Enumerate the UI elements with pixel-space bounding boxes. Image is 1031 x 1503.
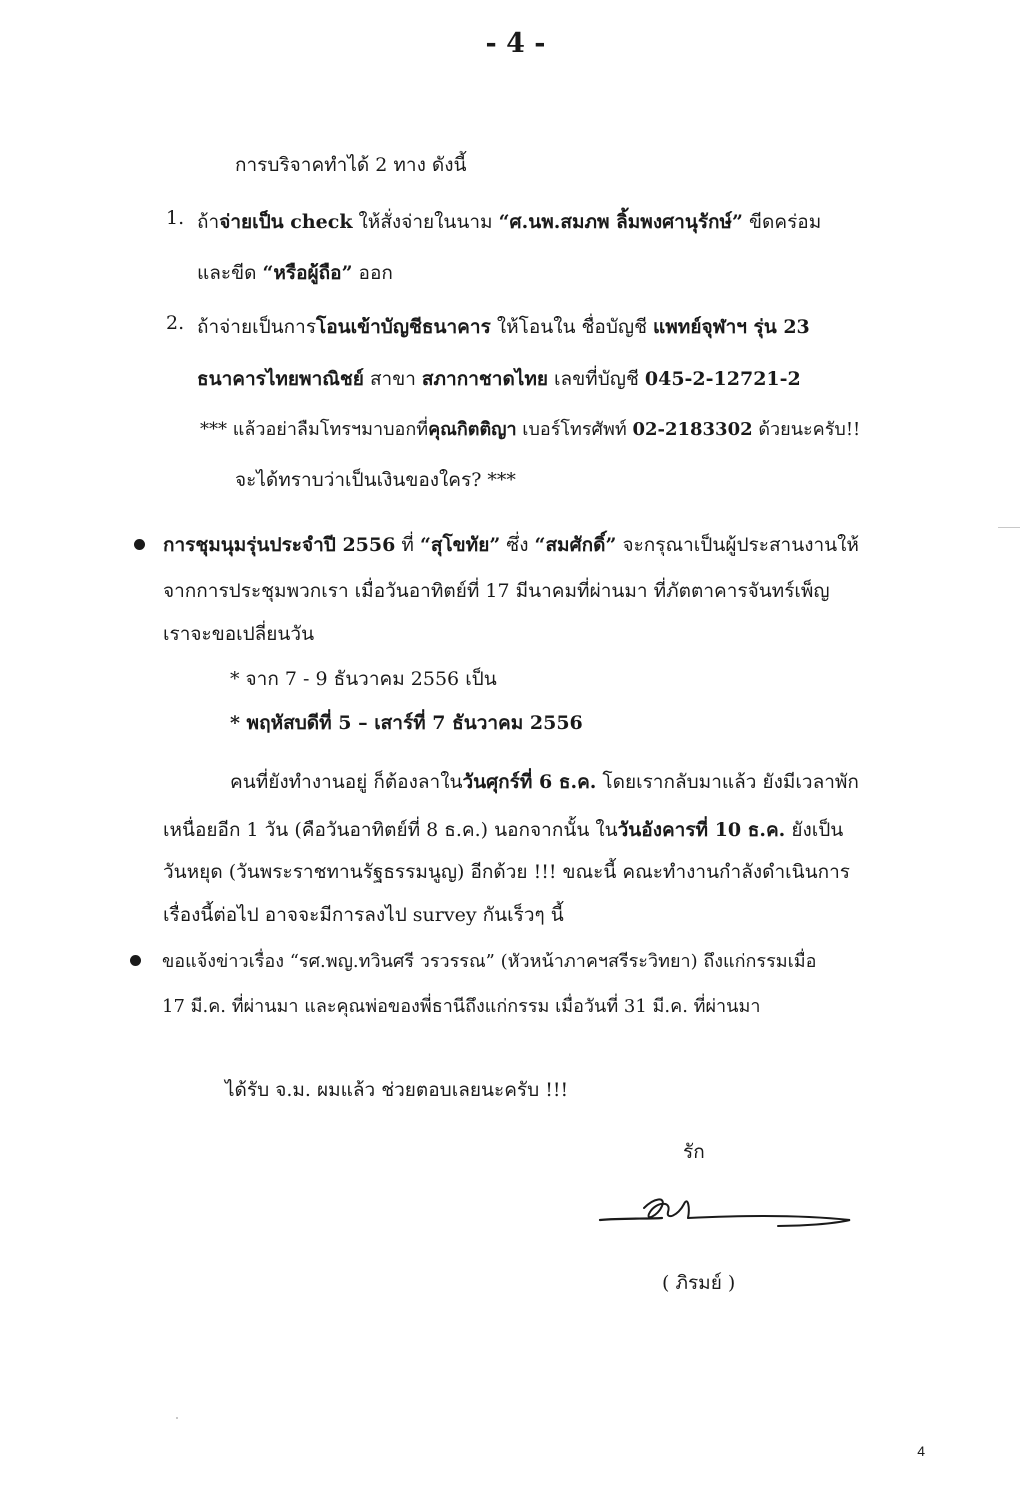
donation-item-2-line-1 (197, 312, 810, 342)
closing-love: รัก (683, 1141, 705, 1163)
text-run: ซึ่ง (500, 534, 535, 556)
branch-name: สภากาชาดไทย (421, 368, 549, 390)
text-run: “สุโขทัย” (419, 534, 501, 556)
obituary-line-2: 17 มี.ค. ที่ผ่านมา และคุณพ่อของพี่ธานีถึงแก่กรรม เมื่อวันที่ 31 มี.ค. ที่ผ่านมา (162, 996, 761, 1017)
text-run: การชุมนุมรุ่นประจำปี 2556 (163, 534, 396, 556)
text-run: ออก (352, 262, 393, 284)
contact-name: คุณกิตติญา (428, 419, 517, 440)
text-run: จ่ายเป็น check (219, 211, 353, 233)
text-run: วันศุกร์ที่ 6 ธ.ค. (462, 771, 597, 793)
donation-intro: การบริจาคทำได้ 2 ทาง ดังนี้ (235, 154, 467, 176)
text-run: โอนเข้าบัญชีธนาคาร (316, 316, 491, 338)
reunion-line-2: จากการประชุมพวกเรา เมื่อวันอาทิตย์ที่ 17 มีนาคมที่ผ่านมา ที่ภัตตาคารจันทร์เพ็ญ (163, 580, 830, 602)
text-run: ถ้า (197, 211, 220, 233)
scan-speck (998, 527, 1020, 528)
donation-item-1-line-2 (197, 258, 393, 288)
text-run: และขีด (197, 262, 263, 284)
text-run: ด้วยนะครับ!! (752, 419, 861, 440)
text-run: คนที่ยังทำงานอยู่ ก็ต้องลาใน (230, 771, 463, 793)
reunion-old-date: * จาก 7 - 9 ธันวาคม 2556 เป็น (230, 668, 497, 690)
text-run: ให้สั่งจ่ายในนาม (352, 211, 499, 233)
text-run: *** แล้วอย่าลืมโทรฯมาบอกที่ (200, 419, 429, 440)
page-footer-number: 4 (917, 1443, 925, 1459)
reunion-paragraph-line-4: เรื่องนี้ต่อไป อาจจะมีการลงไป survey กันเร็วๆ นี้ (163, 904, 564, 926)
donation-item-2-number: 2. (166, 312, 185, 334)
donation-item-2-line-2 (197, 364, 801, 394)
donation-item-1-line-1 (197, 207, 821, 237)
text-run: “หรือผู้ถือ” (262, 262, 353, 284)
text-run: “สมศักดิ์” (534, 534, 617, 556)
text-run: วันอังคารที่ 10 ธ.ค. (617, 819, 786, 841)
signature-image (592, 1186, 862, 1236)
account-name: แพทย์จุฬาฯ รุ่น 23 (653, 316, 810, 338)
payee-name: “ศ.นพ.สมภพ ลิ้มพงศานุรักษ์” (498, 211, 743, 233)
obituary-line-1: ขอแจ้งข่าวเรื่อง “รศ.พญ.ทวินศรี วรวรรณ” (หัวหน้าภาคฯสรีระวิทยา) ถึงแก่กรรมเมื่อ (162, 951, 817, 972)
bank-name: ธนาคารไทยพาณิชย์ (197, 368, 364, 390)
text-run: เหนื่อยอีก 1 วัน (คือวันอาทิตย์ที่ 8 ธ.ค.) นอกจากนั้น ใน (163, 819, 618, 841)
reunion-new-date: * พฤหัสบดีที่ 5 – เสาร์ที่ 7 ธันวาคม 2556 (230, 712, 583, 734)
closing-reply-request: ได้รับ จ.ม. ผมแล้ว ช่วยตอบเลยนะครับ !!! (225, 1079, 569, 1101)
text-run: จะกรุณาเป็นผู้ประสานงานให้ (616, 534, 859, 556)
reunion-paragraph-line-3: วันหยุด (วันพระราชทานรัฐธรรมนูญ) อีกด้วย !!! ขณะนี้ คณะทำงานกำลังดำเนินการ (163, 861, 851, 883)
bullet-icon (130, 955, 141, 966)
donation-item-1-number: 1. (166, 207, 185, 229)
scan-speck (176, 1417, 178, 1419)
text-run: ขีดคร่อม (743, 211, 822, 233)
page-header-number: - 4 - (485, 28, 546, 59)
donation-note-line-2: จะได้ทราบว่าเป็นเงินของใคร? *** (235, 469, 516, 491)
reunion-paragraph-line-1 (230, 767, 859, 797)
signer-name: ( ภิรมย์ ) (662, 1272, 736, 1294)
text-run: ถ้าจ่ายเป็นการ (197, 316, 317, 338)
text-run: เบอร์โทรศัพท์ (516, 419, 633, 440)
text-run: ยังเป็น (785, 819, 844, 841)
text-run: โดยเรากลับมาแล้ว ยังมีเวลาพัก (596, 771, 859, 793)
text-run: สาขา (363, 368, 422, 390)
phone-number: 02-2183302 (632, 419, 753, 440)
text-run: ที่ (395, 534, 420, 556)
text-run: เลขที่บัญชี (548, 368, 645, 390)
reunion-paragraph-line-2 (163, 815, 843, 845)
reunion-line-1 (163, 530, 859, 560)
donation-note-line-1 (200, 414, 860, 443)
bullet-icon (134, 539, 145, 550)
account-number: 045-2-12721-2 (644, 368, 801, 390)
text-run: ให้โอนใน ชื่อบัญชี (490, 316, 654, 338)
reunion-line-3: เราจะขอเปลี่ยนวัน (163, 623, 315, 645)
